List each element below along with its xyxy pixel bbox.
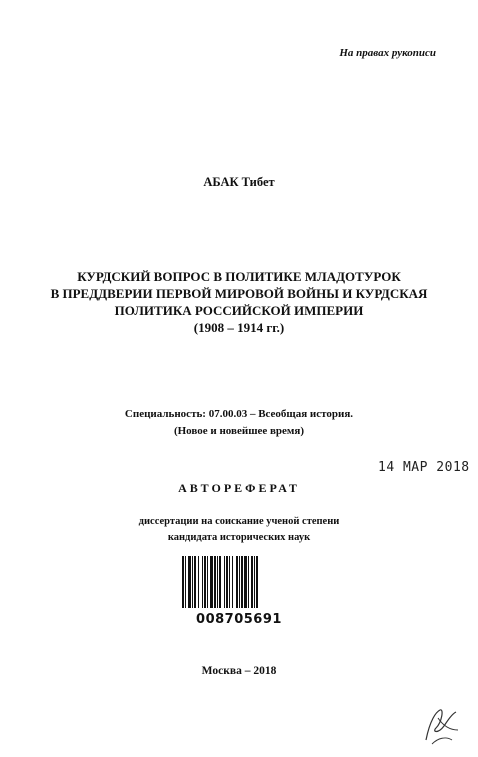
specialty-line: Специальность: 07.00.03 – Всеобщая история. (124, 408, 354, 420)
author-name: АБАК Тибет (203, 175, 275, 189)
title-line-2: В ПРЕДДВЕРИИ ПЕРВОЙ МИРОВОЙ ВОЙНЫ И КУРДСКАЯ (50, 286, 428, 301)
manuscript-rights-note: На правах рукописи (339, 47, 436, 59)
signature-mark (418, 700, 464, 748)
title-years: (1908 – 1914 гг.) (193, 320, 285, 335)
specialty-subline: (Новое и новейшее время) (173, 425, 305, 437)
description-line-2: кандидата исторических наук (167, 532, 311, 543)
document-type: АВТОРЕФЕРАТ (178, 481, 300, 495)
city-year: Москва – 2018 (201, 665, 277, 677)
specialty-block (0, 406, 478, 440)
description-line-1: диссертации на соискание ученой степени (138, 516, 340, 527)
barcode-number: 008705691 (196, 612, 282, 627)
barcode-image (182, 556, 296, 608)
degree-description (0, 514, 478, 546)
document-title (0, 268, 478, 336)
date-stamp: 14 МАР 2018 (378, 460, 470, 475)
title-line-1: КУРДСКИЙ ВОПРОС В ПОЛИТИКЕ МЛАДОТУРОК (77, 269, 401, 284)
title-line-3: ПОЛИТИКА РОССИЙСКОЙ ИМПЕРИИ (114, 303, 364, 318)
